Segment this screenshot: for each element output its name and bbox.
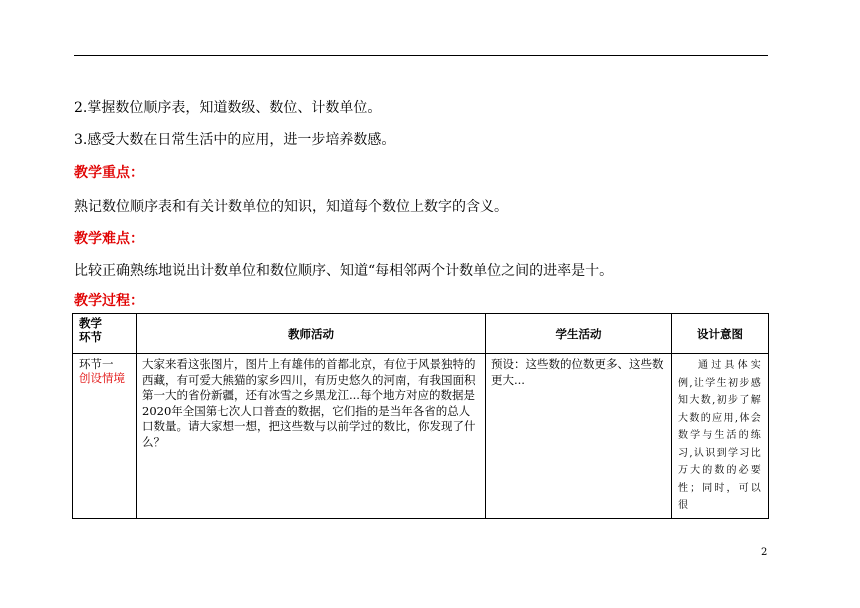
- stage-name: 创设情境: [79, 371, 125, 385]
- header-stage: [73, 314, 137, 354]
- header-teacher-activity: 教师活动: [137, 314, 486, 354]
- stage-cell: [73, 354, 137, 519]
- header-student-activity: 学生活动: [486, 314, 672, 354]
- page-number: 2: [761, 547, 768, 558]
- objective-3: 3.感受大数在日常生活中的应用，进一步培养数感。: [74, 132, 396, 148]
- key-points-heading: 教学重点：: [74, 165, 144, 181]
- key-points-text: 熟记数位顺序表和有关计数单位的知识，知道每个数位上数字的含义。: [74, 199, 508, 215]
- process-heading: 教学过程：: [74, 293, 144, 309]
- difficulties-heading: 教学难点：: [74, 231, 144, 247]
- teacher-activity-cell: 大家来看这张图片，图片上有雄伟的首都北京，有位于风景独特的西藏，有可爱大熊猫的家乡四川，有历史悠久的河南，有我国面积第一大的省份新疆，还有冰雪之乡黑龙江...每个地方对应的数据是2020年全国第七次人口普查的数据，它们指的是当年各省的总人口数量。请大家想一想，把这些数与以前学过的数比，你发现了什么？: [137, 354, 486, 519]
- header-stage-line2: 环节: [79, 330, 102, 344]
- stage-number: 环节一: [79, 357, 114, 371]
- table-row: [73, 354, 769, 519]
- difficulties-text: 比较正确熟练地说出计数单位和数位顺序、知道“每相邻两个计数单位之间的进率是十。: [74, 263, 614, 279]
- header-stage-line1: 教学: [79, 316, 102, 330]
- table-header-row: [73, 314, 769, 354]
- header-design-intent: 设计意图: [672, 314, 769, 354]
- design-intent-cell: 通过具体实例,让学生初步感知大数,初步了解大数的应用,体会数学与生活的练习,认识到学习比万大的数的必要性；同时，可以很: [672, 354, 769, 519]
- header-rule: [74, 55, 768, 56]
- teaching-process-table: [72, 313, 769, 519]
- student-activity-cell: 预设：这些数的位数更多、这些数更大...: [486, 354, 672, 519]
- objective-2: 2.掌握数位顺序表，知道数级、数位、计数单位。: [74, 100, 382, 116]
